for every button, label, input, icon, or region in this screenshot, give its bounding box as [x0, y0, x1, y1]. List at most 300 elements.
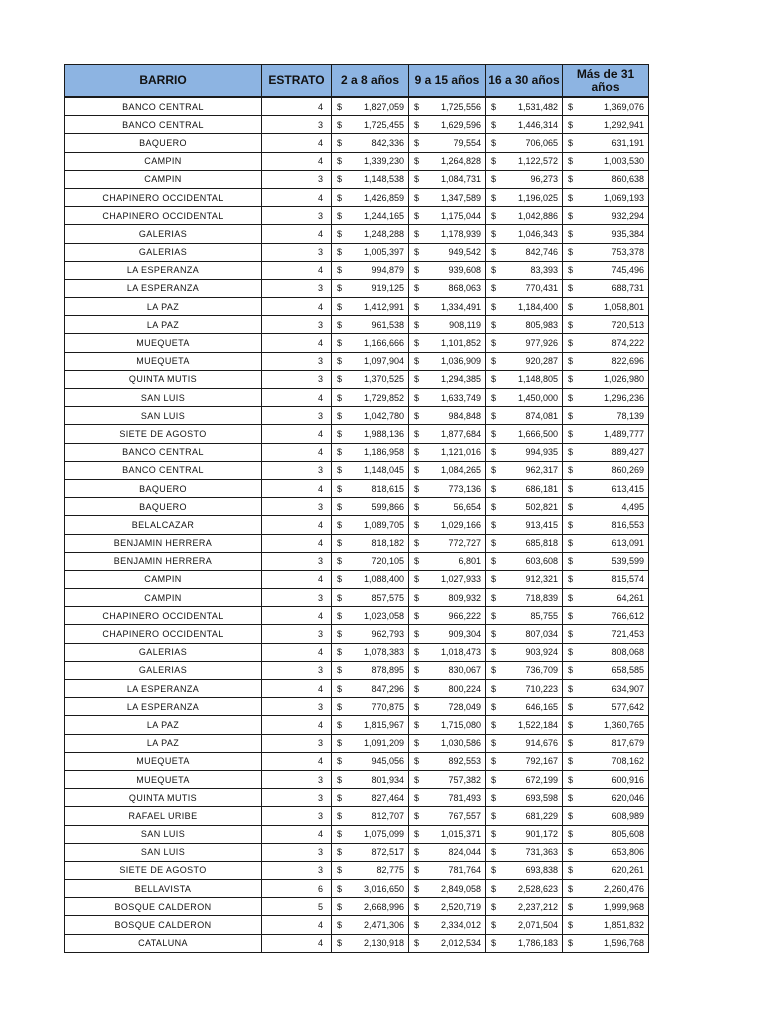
- cell-value-2-a-8[interactable]: [332, 661, 409, 679]
- cell-value-9-a-15[interactable]: [409, 534, 486, 552]
- cell-value-mas-de-31[interactable]: [563, 407, 649, 425]
- cell-value-9-a-15[interactable]: [409, 116, 486, 134]
- cell-value-2-a-8[interactable]: [332, 316, 409, 334]
- cell-value-16-a-30[interactable]: [486, 207, 563, 225]
- cell-value-16-a-30[interactable]: [486, 152, 563, 170]
- cell-value-mas-de-31[interactable]: [563, 698, 649, 716]
- cell-value-9-a-15[interactable]: [409, 570, 486, 588]
- cell-barrio[interactable]: CHAPINERO OCCIDENTAL: [65, 607, 262, 625]
- cell-value-9-a-15[interactable]: [409, 97, 486, 116]
- cell-value-mas-de-31[interactable]: [563, 589, 649, 607]
- cell-value-2-a-8[interactable]: [332, 607, 409, 625]
- cell-estrato[interactable]: 4: [262, 334, 332, 352]
- cell-barrio[interactable]: SAN LUIS: [65, 843, 262, 861]
- cell-estrato[interactable]: 5: [262, 898, 332, 916]
- cell-barrio[interactable]: MUEQUETA: [65, 352, 262, 370]
- header-mas-de-31-anos[interactable]: [563, 65, 649, 98]
- amount-value: 1,101,852: [440, 338, 481, 349]
- cell-barrio[interactable]: GALERIAS: [65, 661, 262, 679]
- cell-value-9-a-15[interactable]: [409, 625, 486, 643]
- currency-symbol: $: [414, 374, 420, 385]
- currency-symbol: $: [414, 283, 420, 294]
- cell-value-16-a-30[interactable]: [486, 334, 563, 352]
- cell-value-2-a-8[interactable]: [332, 461, 409, 479]
- cell-value-2-a-8[interactable]: [332, 279, 409, 297]
- cell-estrato[interactable]: 3: [262, 316, 332, 334]
- cell-barrio[interactable]: GALERIAS: [65, 643, 262, 661]
- cell-value-16-a-30[interactable]: [486, 698, 563, 716]
- cell-value-16-a-30[interactable]: [486, 479, 563, 497]
- cell-value-mas-de-31[interactable]: [563, 607, 649, 625]
- cell-estrato[interactable]: 4: [262, 516, 332, 534]
- cell-barrio[interactable]: GALERIAS: [65, 225, 262, 243]
- cell-value-9-a-15[interactable]: [409, 461, 486, 479]
- cell-value-mas-de-31[interactable]: [563, 898, 649, 916]
- cell-value-16-a-30[interactable]: [486, 643, 563, 661]
- cell-value-mas-de-31[interactable]: [563, 916, 649, 934]
- cell-value-16-a-30[interactable]: [486, 298, 563, 316]
- cell-value-mas-de-31[interactable]: [563, 425, 649, 443]
- cell-value-16-a-30[interactable]: [486, 188, 563, 206]
- cell-value-16-a-30[interactable]: [486, 770, 563, 788]
- header-2-a-8-anos[interactable]: 2 a 8 años: [332, 65, 409, 98]
- cell-value-2-a-8[interactable]: [332, 170, 409, 188]
- cell-barrio[interactable]: GALERIAS: [65, 243, 262, 261]
- cell-barrio[interactable]: LA ESPERANZA: [65, 279, 262, 297]
- cell-value-mas-de-31[interactable]: [563, 97, 649, 116]
- cell-estrato[interactable]: 3: [262, 170, 332, 188]
- cell-barrio[interactable]: SIETE DE AGOSTO: [65, 425, 262, 443]
- cell-value-9-a-15[interactable]: [409, 898, 486, 916]
- cell-value-16-a-30[interactable]: [486, 516, 563, 534]
- cell-value-9-a-15[interactable]: [409, 916, 486, 934]
- cell-value-9-a-15[interactable]: [409, 389, 486, 407]
- cell-estrato[interactable]: 3: [262, 461, 332, 479]
- currency-symbol: $: [568, 137, 574, 148]
- cell-value-9-a-15[interactable]: [409, 552, 486, 570]
- cell-value-9-a-15[interactable]: [409, 152, 486, 170]
- cell-value-2-a-8[interactable]: [332, 716, 409, 734]
- cell-barrio[interactable]: BOSQUE CALDERON: [65, 898, 262, 916]
- cell-value-mas-de-31[interactable]: [563, 734, 649, 752]
- cell-estrato[interactable]: 4: [262, 225, 332, 243]
- amount-value: 599,866: [371, 501, 404, 512]
- cell-estrato[interactable]: 3: [262, 770, 332, 788]
- cell-value-9-a-15[interactable]: [409, 261, 486, 279]
- cell-estrato[interactable]: 4: [262, 134, 332, 152]
- cell-value-mas-de-31[interactable]: [563, 207, 649, 225]
- cell-value-mas-de-31[interactable]: [563, 316, 649, 334]
- cell-value-mas-de-31[interactable]: [563, 170, 649, 188]
- cell-value-2-a-8[interactable]: [332, 407, 409, 425]
- cell-value-16-a-30[interactable]: [486, 752, 563, 770]
- amount-value: 753,378: [611, 247, 644, 258]
- cell-value-16-a-30[interactable]: [486, 861, 563, 879]
- cell-value-9-a-15[interactable]: [409, 334, 486, 352]
- currency-symbol: $: [491, 410, 497, 421]
- cell-value-9-a-15[interactable]: [409, 479, 486, 497]
- cell-value-mas-de-31[interactable]: [563, 134, 649, 152]
- cell-value-mas-de-31[interactable]: [563, 680, 649, 698]
- cell-barrio[interactable]: BELALCAZAR: [65, 516, 262, 534]
- cell-estrato[interactable]: 3: [262, 861, 332, 879]
- cell-value-mas-de-31[interactable]: [563, 625, 649, 643]
- cell-barrio[interactable]: BANCO CENTRAL: [65, 461, 262, 479]
- cell-barrio[interactable]: LA PAZ: [65, 734, 262, 752]
- cell-value-2-a-8[interactable]: [332, 207, 409, 225]
- cell-value-mas-de-31[interactable]: [563, 861, 649, 879]
- cell-barrio[interactable]: CAMPIN: [65, 170, 262, 188]
- cell-estrato[interactable]: 6: [262, 880, 332, 898]
- header-16-a-30-anos[interactable]: 16 a 30 años: [486, 65, 563, 98]
- cell-value-mas-de-31[interactable]: [563, 389, 649, 407]
- cell-barrio[interactable]: MUEQUETA: [65, 770, 262, 788]
- cell-barrio[interactable]: MUEQUETA: [65, 334, 262, 352]
- cell-value-9-a-15[interactable]: [409, 425, 486, 443]
- cell-value-9-a-15[interactable]: [409, 661, 486, 679]
- cell-value-2-a-8[interactable]: [332, 898, 409, 916]
- cell-value-9-a-15[interactable]: [409, 225, 486, 243]
- cell-value-9-a-15[interactable]: [409, 407, 486, 425]
- cell-barrio[interactable]: CAMPIN: [65, 589, 262, 607]
- cell-value-16-a-30[interactable]: [486, 625, 563, 643]
- cell-value-9-a-15[interactable]: [409, 789, 486, 807]
- cell-value-9-a-15[interactable]: [409, 843, 486, 861]
- cell-estrato[interactable]: 4: [262, 916, 332, 934]
- cell-value-mas-de-31[interactable]: [563, 752, 649, 770]
- cell-barrio[interactable]: LA PAZ: [65, 316, 262, 334]
- cell-value-2-a-8[interactable]: [332, 643, 409, 661]
- cell-barrio[interactable]: BENJAMIN HERRERA: [65, 552, 262, 570]
- cell-value-mas-de-31[interactable]: [563, 661, 649, 679]
- cell-value-16-a-30[interactable]: [486, 261, 563, 279]
- cell-value-2-a-8[interactable]: [332, 861, 409, 879]
- cell-value-9-a-15[interactable]: [409, 734, 486, 752]
- cell-estrato[interactable]: 4: [262, 298, 332, 316]
- cell-estrato[interactable]: 3: [262, 207, 332, 225]
- cell-value-16-a-30[interactable]: [486, 461, 563, 479]
- cell-value-2-a-8[interactable]: [332, 479, 409, 497]
- cell-value-2-a-8[interactable]: [332, 152, 409, 170]
- cell-value-mas-de-31[interactable]: [563, 570, 649, 588]
- cell-estrato[interactable]: 3: [262, 698, 332, 716]
- cell-value-9-a-15[interactable]: [409, 298, 486, 316]
- cell-estrato[interactable]: 3: [262, 498, 332, 516]
- cell-barrio[interactable]: SAN LUIS: [65, 825, 262, 843]
- cell-estrato[interactable]: 4: [262, 680, 332, 698]
- cell-barrio[interactable]: SIETE DE AGOSTO: [65, 861, 262, 879]
- cell-value-mas-de-31[interactable]: [563, 352, 649, 370]
- cell-value-16-a-30[interactable]: [486, 716, 563, 734]
- cell-barrio[interactable]: LA PAZ: [65, 298, 262, 316]
- cell-value-16-a-30[interactable]: [486, 389, 563, 407]
- cell-value-16-a-30[interactable]: [486, 407, 563, 425]
- cell-value-2-a-8[interactable]: [332, 334, 409, 352]
- cell-value-9-a-15[interactable]: [409, 607, 486, 625]
- cell-value-16-a-30[interactable]: [486, 570, 563, 588]
- cell-value-2-a-8[interactable]: [332, 225, 409, 243]
- cell-estrato[interactable]: 3: [262, 116, 332, 134]
- cell-value-mas-de-31[interactable]: [563, 279, 649, 297]
- cell-value-16-a-30[interactable]: [486, 243, 563, 261]
- cell-value-mas-de-31[interactable]: [563, 843, 649, 861]
- cell-value-2-a-8[interactable]: [332, 97, 409, 116]
- cell-value-mas-de-31[interactable]: [563, 334, 649, 352]
- cell-value-2-a-8[interactable]: [332, 752, 409, 770]
- cell-value-16-a-30[interactable]: [486, 789, 563, 807]
- cell-value-9-a-15[interactable]: [409, 589, 486, 607]
- cell-estrato[interactable]: 3: [262, 552, 332, 570]
- cell-barrio[interactable]: BAQUERO: [65, 134, 262, 152]
- cell-estrato[interactable]: 3: [262, 789, 332, 807]
- cell-value-mas-de-31[interactable]: [563, 516, 649, 534]
- header-9-a-15-anos[interactable]: 9 a 15 años: [409, 65, 486, 98]
- cell-value-9-a-15[interactable]: [409, 716, 486, 734]
- cell-value-2-a-8[interactable]: [332, 625, 409, 643]
- cell-estrato[interactable]: 3: [262, 807, 332, 825]
- cell-value-9-a-15[interactable]: [409, 352, 486, 370]
- cell-estrato[interactable]: 3: [262, 407, 332, 425]
- cell-value-9-a-15[interactable]: [409, 134, 486, 152]
- cell-barrio[interactable]: LA ESPERANZA: [65, 261, 262, 279]
- cell-estrato[interactable]: 4: [262, 570, 332, 588]
- cell-value-mas-de-31[interactable]: [563, 261, 649, 279]
- cell-value-mas-de-31[interactable]: [563, 370, 649, 388]
- cell-value-mas-de-31[interactable]: [563, 298, 649, 316]
- cell-value-16-a-30[interactable]: [486, 534, 563, 552]
- cell-barrio[interactable]: MUEQUETA: [65, 752, 262, 770]
- cell-value-16-a-30[interactable]: [486, 370, 563, 388]
- cell-estrato[interactable]: 4: [262, 607, 332, 625]
- cell-estrato[interactable]: 4: [262, 752, 332, 770]
- cell-estrato[interactable]: 4: [262, 188, 332, 206]
- cell-barrio[interactable]: SAN LUIS: [65, 389, 262, 407]
- cell-value-9-a-15[interactable]: [409, 279, 486, 297]
- cell-value-16-a-30[interactable]: [486, 607, 563, 625]
- cell-value-2-a-8[interactable]: [332, 589, 409, 607]
- cell-value-2-a-8[interactable]: [332, 552, 409, 570]
- cell-value-mas-de-31[interactable]: [563, 243, 649, 261]
- cell-value-mas-de-31[interactable]: [563, 880, 649, 898]
- cell-value-2-a-8[interactable]: [332, 516, 409, 534]
- cell-barrio[interactable]: CAMPIN: [65, 570, 262, 588]
- cell-estrato[interactable]: 3: [262, 589, 332, 607]
- cell-value-mas-de-31[interactable]: [563, 534, 649, 552]
- cell-value-9-a-15[interactable]: [409, 316, 486, 334]
- cell-estrato[interactable]: 3: [262, 370, 332, 388]
- cell-barrio[interactable]: CHAPINERO OCCIDENTAL: [65, 188, 262, 206]
- cell-value-16-a-30[interactable]: [486, 661, 563, 679]
- cell-estrato[interactable]: 3: [262, 734, 332, 752]
- cell-value-16-a-30[interactable]: [486, 279, 563, 297]
- cell-value-16-a-30[interactable]: [486, 97, 563, 116]
- cell-value-2-a-8[interactable]: [332, 498, 409, 516]
- cell-value-16-a-30[interactable]: [486, 934, 563, 952]
- cell-estrato[interactable]: 3: [262, 843, 332, 861]
- cell-barrio[interactable]: CATALUNA: [65, 934, 262, 952]
- cell-value-mas-de-31[interactable]: [563, 643, 649, 661]
- cell-value-16-a-30[interactable]: [486, 443, 563, 461]
- cell-value-9-a-15[interactable]: [409, 807, 486, 825]
- cell-value-mas-de-31[interactable]: [563, 934, 649, 952]
- cell-barrio[interactable]: BAQUERO: [65, 498, 262, 516]
- cell-value-9-a-15[interactable]: [409, 443, 486, 461]
- cell-value-mas-de-31[interactable]: [563, 716, 649, 734]
- cell-estrato[interactable]: 3: [262, 661, 332, 679]
- cell-value-2-a-8[interactable]: [332, 443, 409, 461]
- cell-value-mas-de-31[interactable]: [563, 552, 649, 570]
- cell-barrio[interactable]: QUINTA MUTIS: [65, 789, 262, 807]
- cell-value-9-a-15[interactable]: [409, 370, 486, 388]
- cell-value-2-a-8[interactable]: [332, 298, 409, 316]
- cell-value-9-a-15[interactable]: [409, 825, 486, 843]
- cell-value-2-a-8[interactable]: [332, 789, 409, 807]
- cell-estrato[interactable]: 3: [262, 243, 332, 261]
- cell-value-2-a-8[interactable]: [332, 425, 409, 443]
- cell-value-2-a-8[interactable]: [332, 352, 409, 370]
- cell-barrio[interactable]: BANCO CENTRAL: [65, 97, 262, 116]
- cell-estrato[interactable]: 4: [262, 534, 332, 552]
- cell-estrato[interactable]: 4: [262, 934, 332, 952]
- cell-barrio[interactable]: BENJAMIN HERRERA: [65, 534, 262, 552]
- cell-value-9-a-15[interactable]: [409, 880, 486, 898]
- cell-value-9-a-15[interactable]: [409, 170, 486, 188]
- cell-barrio[interactable]: LA ESPERANZA: [65, 680, 262, 698]
- cell-value-2-a-8[interactable]: [332, 680, 409, 698]
- cell-value-2-a-8[interactable]: [332, 880, 409, 898]
- cell-value-9-a-15[interactable]: [409, 698, 486, 716]
- cell-value-9-a-15[interactable]: [409, 207, 486, 225]
- header-barrio[interactable]: BARRIO: [65, 65, 262, 98]
- cell-estrato[interactable]: 4: [262, 716, 332, 734]
- cell-value-16-a-30[interactable]: [486, 116, 563, 134]
- cell-value-2-a-8[interactable]: [332, 770, 409, 788]
- cell-value-mas-de-31[interactable]: [563, 770, 649, 788]
- currency-symbol: $: [568, 920, 574, 931]
- cell-barrio[interactable]: BANCO CENTRAL: [65, 116, 262, 134]
- cell-value-16-a-30[interactable]: [486, 807, 563, 825]
- cell-estrato[interactable]: 4: [262, 97, 332, 116]
- cell-estrato[interactable]: 3: [262, 625, 332, 643]
- cell-value-9-a-15[interactable]: [409, 770, 486, 788]
- cell-value-16-a-30[interactable]: [486, 498, 563, 516]
- cell-value-16-a-30[interactable]: [486, 352, 563, 370]
- cell-estrato[interactable]: 4: [262, 443, 332, 461]
- cell-barrio[interactable]: LA ESPERANZA: [65, 698, 262, 716]
- cell-estrato[interactable]: 4: [262, 825, 332, 843]
- cell-value-16-a-30[interactable]: [486, 134, 563, 152]
- cell-barrio[interactable]: BOSQUE CALDERON: [65, 916, 262, 934]
- cell-value-mas-de-31[interactable]: [563, 225, 649, 243]
- cell-estrato[interactable]: 4: [262, 425, 332, 443]
- cell-value-16-a-30[interactable]: [486, 425, 563, 443]
- cell-value-mas-de-31[interactable]: [563, 443, 649, 461]
- cell-estrato[interactable]: 3: [262, 352, 332, 370]
- cell-barrio[interactable]: BAQUERO: [65, 479, 262, 497]
- cell-value-mas-de-31[interactable]: [563, 807, 649, 825]
- cell-value-16-a-30[interactable]: [486, 898, 563, 916]
- cell-value-2-a-8[interactable]: [332, 188, 409, 206]
- cell-value-16-a-30[interactable]: [486, 225, 563, 243]
- cell-value-9-a-15[interactable]: [409, 498, 486, 516]
- cell-barrio[interactable]: QUINTA MUTIS: [65, 370, 262, 388]
- cell-value-16-a-30[interactable]: [486, 880, 563, 898]
- cell-barrio[interactable]: BELLAVISTA: [65, 880, 262, 898]
- cell-value-2-a-8[interactable]: [332, 807, 409, 825]
- cell-value-2-a-8[interactable]: [332, 389, 409, 407]
- cell-value-16-a-30[interactable]: [486, 316, 563, 334]
- cell-value-mas-de-31[interactable]: [563, 789, 649, 807]
- cell-value-2-a-8[interactable]: [332, 698, 409, 716]
- cell-barrio[interactable]: CHAPINERO OCCIDENTAL: [65, 625, 262, 643]
- cell-value-9-a-15[interactable]: [409, 861, 486, 879]
- cell-value-mas-de-31[interactable]: [563, 498, 649, 516]
- cell-value-16-a-30[interactable]: [486, 552, 563, 570]
- cell-barrio[interactable]: SAN LUIS: [65, 407, 262, 425]
- currency-symbol: $: [568, 938, 574, 949]
- cell-value-mas-de-31[interactable]: [563, 152, 649, 170]
- cell-barrio[interactable]: RAFAEL URIBE: [65, 807, 262, 825]
- cell-value-mas-de-31[interactable]: [563, 188, 649, 206]
- cell-barrio[interactable]: CAMPIN: [65, 152, 262, 170]
- cell-value-16-a-30[interactable]: [486, 170, 563, 188]
- cell-value-mas-de-31[interactable]: [563, 116, 649, 134]
- cell-value-9-a-15[interactable]: [409, 516, 486, 534]
- cell-value-16-a-30[interactable]: [486, 589, 563, 607]
- cell-value-9-a-15[interactable]: [409, 188, 486, 206]
- cell-value-2-a-8[interactable]: [332, 261, 409, 279]
- cell-value-mas-de-31[interactable]: [563, 461, 649, 479]
- cell-value-mas-de-31[interactable]: [563, 479, 649, 497]
- cell-value-9-a-15[interactable]: [409, 643, 486, 661]
- cell-value-16-a-30[interactable]: [486, 734, 563, 752]
- cell-value-mas-de-31[interactable]: [563, 825, 649, 843]
- cell-value-2-a-8[interactable]: [332, 243, 409, 261]
- cell-value-2-a-8[interactable]: [332, 116, 409, 134]
- cell-value-2-a-8[interactable]: [332, 534, 409, 552]
- cell-value-2-a-8[interactable]: [332, 734, 409, 752]
- cell-value-9-a-15[interactable]: [409, 934, 486, 952]
- cell-estrato[interactable]: 4: [262, 643, 332, 661]
- currency-symbol: $: [568, 738, 574, 749]
- cell-value-2-a-8[interactable]: [332, 916, 409, 934]
- cell-value-2-a-8[interactable]: [332, 934, 409, 952]
- cell-estrato[interactable]: 4: [262, 261, 332, 279]
- cell-value-9-a-15[interactable]: [409, 752, 486, 770]
- cell-value-2-a-8[interactable]: [332, 825, 409, 843]
- cell-value-9-a-15[interactable]: [409, 680, 486, 698]
- cell-estrato[interactable]: 4: [262, 479, 332, 497]
- cell-value-2-a-8[interactable]: [332, 843, 409, 861]
- cell-value-16-a-30[interactable]: [486, 843, 563, 861]
- cell-value-16-a-30[interactable]: [486, 680, 563, 698]
- cell-value-16-a-30[interactable]: [486, 825, 563, 843]
- cell-barrio[interactable]: BANCO CENTRAL: [65, 443, 262, 461]
- currency-symbol: $: [337, 556, 343, 567]
- cell-barrio[interactable]: LA PAZ: [65, 716, 262, 734]
- cell-value-9-a-15[interactable]: [409, 243, 486, 261]
- cell-value-16-a-30[interactable]: [486, 916, 563, 934]
- header-estrato[interactable]: ESTRATO: [262, 65, 332, 98]
- cell-value-2-a-8[interactable]: [332, 370, 409, 388]
- cell-estrato[interactable]: 4: [262, 152, 332, 170]
- cell-estrato[interactable]: 4: [262, 389, 332, 407]
- cell-barrio[interactable]: CHAPINERO OCCIDENTAL: [65, 207, 262, 225]
- cell-value-2-a-8[interactable]: [332, 570, 409, 588]
- cell-value-2-a-8[interactable]: [332, 134, 409, 152]
- currency-symbol: $: [491, 228, 497, 239]
- cell-estrato[interactable]: 3: [262, 279, 332, 297]
